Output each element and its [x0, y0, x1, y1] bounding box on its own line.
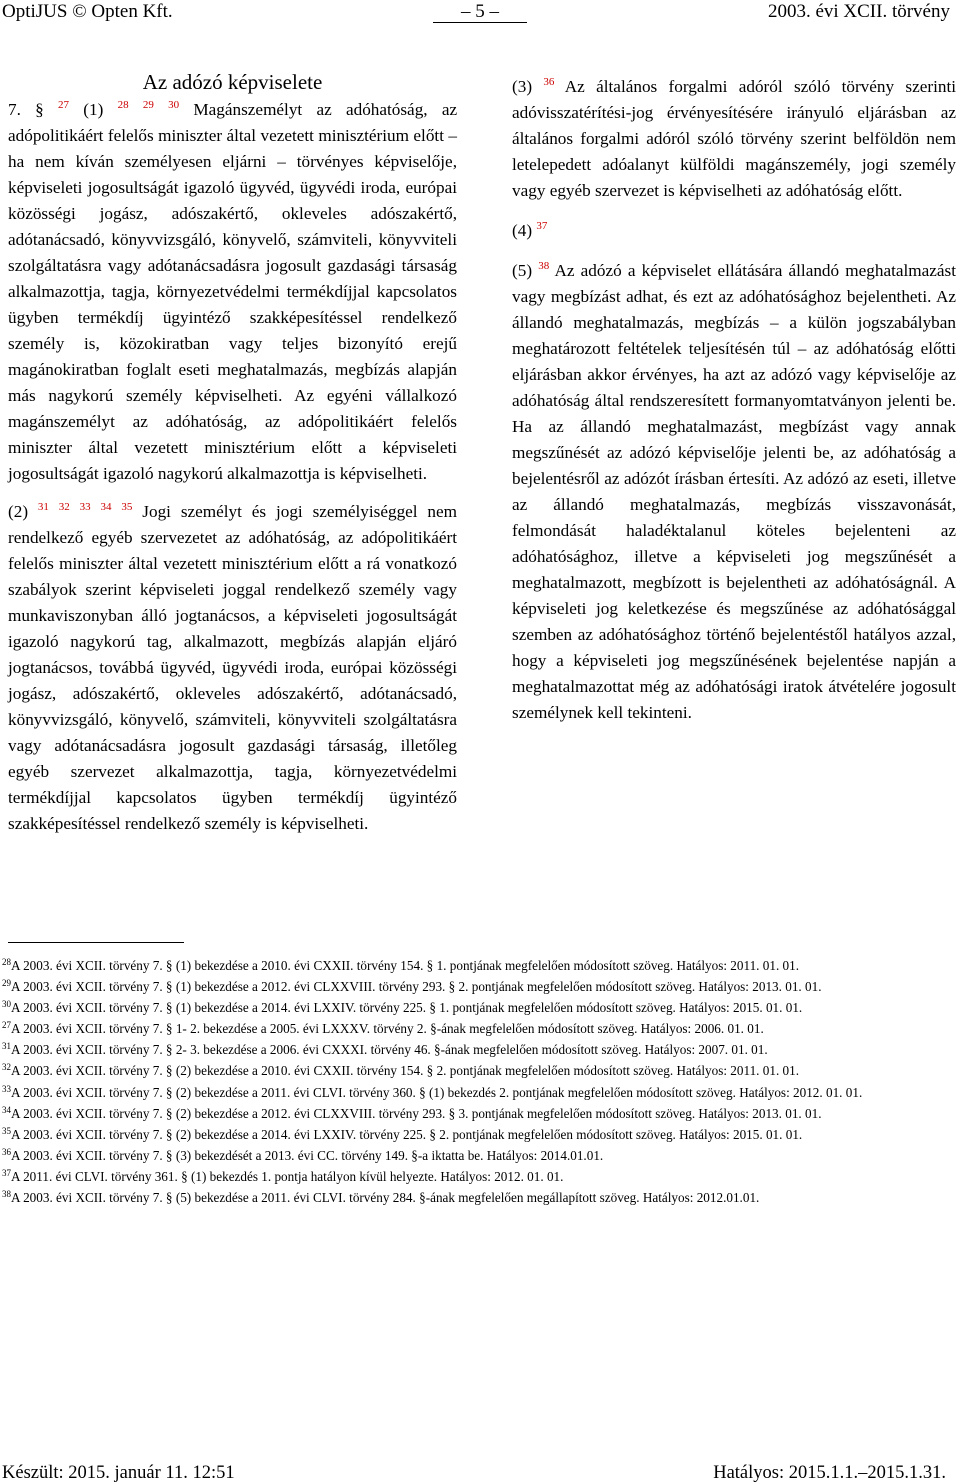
footnote: $^{28}$A 2003. évi XCII. törvény 7. § (1) bekezdése a 2010. évi CXXII. törvény 154. § 1. pontjának megfelelően módosított szöveg. Hatályos: 2011. 01. 01.: [2, 957, 800, 973]
footnotes: [2, 955, 956, 1208]
section-title: Az adózó képviselete: [142, 70, 323, 94]
footnote: $^{29}$A 2003. évi XCII. törvény 7. § (1) bekezdése a 2012. évi CLXXVIII. törvény 293. § 2. pontjának megfelelően módosított szöveg. Hatályos: 2013. 01. 01.: [2, 978, 822, 995]
header-page-number: – 5 –: [433, 1, 527, 23]
footnote-ref-30[interactable]: 30: [168, 99, 180, 111]
header-source: OptiJUS © Opten Kft.: [2, 1, 173, 22]
footnote-ref-35[interactable]: 35: [121, 501, 133, 513]
paragraph-3-text: Az általános forgalmi adóról szóló törvény szerinti adóvisszatérítési-jog érvényesítésére irányuló eljárásban az általános forgalmi adóról szóló törvény szerint belföldön nem letelepedett adóalanyt külföldi magánszemély, jogi személy vagy egyéb szervezet is képviselheti az adóhatóság előtt.: [512, 77, 957, 200]
footnote: $^{32}$A 2003. évi XCII. törvény 7. § (2) bekezdése a 2010. évi CXXII. törvény 154. § 2. pontjának megfelelően módosított szöveg. Hatályos: 2011. 01. 01.: [2, 1062, 800, 1079]
footnote: $^{27}$A 2003. évi XCII. törvény 7. § 1- 2. bekezdése a 2005. évi LXXXV. törvény 2. §-ának megfelelően módosított szöveg. Hatályos: 2006. 01. 01.: [2, 1020, 764, 1037]
paragraph-1-label: (1): [83, 100, 104, 119]
footnote: $^{31}$A 2003. évi XCII. törvény 7. § 2- 3. bekezdése a 2006. évi CXXXI. törvény 46. §-ának megfelelően módosított szöveg. Hatályos: 2007. 01. 01.: [2, 1041, 768, 1058]
footnote-ref-28[interactable]: 28: [117, 99, 129, 111]
footnote-ref-34[interactable]: 34: [100, 501, 112, 513]
footnote: $^{33}$A 2003. évi XCII. törvény 7. § (2) bekezdése a 2011. évi CLVI. törvény 360. § (1) bekezdés 2. pontjának megfelelően módosított szöveg. Hatályos: 2012. 01. 01.: [2, 1083, 863, 1100]
footnote-ref-32[interactable]: 32: [58, 501, 70, 513]
paragraph-5: [512, 258, 956, 726]
paragraph-2: [8, 499, 457, 837]
paragraph-5-text: Az adózó a képviselet ellátására állandó meghatalmazást vagy megbízást adhat, és ezt az adóhatósághoz bejelentheti. Az állandó meghatalmazás, megbízás – a külön jogszabályban meghatározott feltételek teljesítésén túl – az adóhatóság előtti eljárásban akkor érvényes, ha azt az adózó vagy képviselője az adóhatóság által rendszeresített formanyomtatványon jelenti be. Ha az állandó meghatalmazást, megbízást vagy annak megszűnését az adózó képviselője jelenti be, az adóhatóság a bejelentésről az adózót írásban értesíti. Az adózó az eseti, illetve az állandó meghatalmazás, megbízás visszavonását, felmondását haladéktalanul köteles bejelenteni az adóhatósághoz, illetve a képviseleti jog megszűnését a meghatalmazott, megbízott is bejelentheti az adóhatóságnál. A képviseleti jog keletkezése és megszűnése az adóhatósággal szemben az adóhatósághoz történő bejelentéstől hatályos azzal, hogy a képviseleti jog megszűnésének bejelentése napján a meghatalmazottat még az adóhatósági iratok átvételére jogosult személynek kell tekinteni.: [512, 261, 956, 722]
section-label: 7. §: [8, 100, 44, 119]
footnote: $^{36}$A 2003. évi XCII. törvény 7. § (3) bekezdését a 2013. évi CC. törvény 149. §-a iktatta be. Hatályos: 2014.01.01.: [2, 1146, 604, 1163]
right-column: [512, 74, 956, 726]
paragraph-1-text: Magánszemélyt az adóhatóság, az adópolitikáért felelős miniszter által vezetett minisztérium előtt – ha nem kíván személyesen eljárni – törvényes képviselője, képviseleti jogosultságát igazoló ügyvéd, ügyvédi iroda, európai közösségi jogász, adószakértő, okleveles adószakértő, adótanácsadó, könyvvizsgáló, könyvelő, számviteli, könyvviteli szolgáltatásra vagy adótanácsadásra jogosult gazdasági társaság alkalmazottja, tagja, környezetvédelmi termékdíjjal kapcsolatos ügyben termékdíj ügyintéző szakképesítéssel rendelkező személy is, közokiratban vagy teljes bizonyító erejű magánokiratban foglalt eseti meghatalmazás, megbízás alapján más nagykorú személy képviselheti. Az egyéni vállalkozó magánszemélyt az adóhatóság, az adópolitikáért felelős miniszter által vezetett minisztérium előtt a képviseleti jogosultságát igazoló nagykorú alkalmazottja is képviselheti.: [8, 100, 458, 483]
footnote: $^{30}$A 2003. évi XCII. törvény 7. § (1) bekezdése a 2014. évi LXXIV. törvény 225. § 1. pontjának megfelelően módosított szöveg. Hatályos: 2015. 01. 01.: [2, 999, 803, 1016]
footnote-ref-29[interactable]: 29: [142, 99, 154, 111]
footnote-ref-38[interactable]: 38: [538, 260, 550, 272]
paragraph-3-label: (3): [512, 77, 533, 96]
paragraph-1: [8, 97, 457, 487]
footnote: $^{38}$A 2003. évi XCII. törvény 7. § (5) bekezdése a 2011. évi CLVI. törvény 284. §-ának megfelelően megállapított szöveg. Hatályos: 2012.01.01.: [2, 1189, 760, 1206]
paragraph-2-text: Jogi személyt és jogi személyiséggel nem rendelkező egyéb szervezetet az adóhatóság, az adópolitikáért felelős miniszter által vezetett minisztérium előtt a rá vonatkozó szabályok szerint képviseleti joggal rendelkező személy vagy munkaviszonyban álló jogtanácsos, a képviseleti jogosultságát igazoló nagykorú tag, alkalmazott, megbízás alapján eljáró jogtanácsos, továbbá ügyvéd, ügyvédi iroda, európai közösségi jogász, adószakértő, okleveles adószakértő, adótanácsadó, könyvvizsgáló, könyvelő, számviteli, könyvviteli szolgáltatásra vagy adótanácsadásra jogosult gazdasági társaság, illetőleg egyéb szervezet alkalmazottja, tagja, környezetvédelmi termékdíjjal kapcsolatos ügyben termékdíj ügyintéző szakképesítéssel rendelkező személy is képviselheti.: [8, 502, 458, 833]
footnote-ref-27[interactable]: 27: [58, 99, 70, 111]
footer-effective: Hatályos: 2015.1.1.–2015.1.31.: [713, 1463, 946, 1483]
paragraph-5-label: (5): [512, 261, 533, 280]
footnote-divider: [8, 942, 184, 943]
paragraph-4-label: (4): [512, 221, 533, 240]
paragraph-3: [512, 74, 956, 204]
footer-created: Készült: 2015. január 11. 12:51: [2, 1463, 235, 1483]
footnote: $^{37}$A 2011. évi CLVI. törvény 361. § (1) bekezdés 1. pontja hatályon kívül helyezte. Hatályos: 2012. 01. 01.: [2, 1167, 564, 1184]
footnote-ref-33[interactable]: 33: [79, 501, 91, 513]
footnote: $^{34}$A 2003. évi XCII. törvény 7. § (2) bekezdése a 2012. évi CLXXVIII. törvény 293. § 3. pontjának megfelelően módosított szöveg. Hatályos: 2013. 01. 01.: [2, 1104, 822, 1121]
footnote-ref-36[interactable]: 36: [543, 76, 555, 88]
header-law-title: 2003. évi XCII. törvény: [767, 1, 950, 22]
footnote-ref-37[interactable]: 37: [536, 220, 548, 232]
paragraph-2-label: (2): [8, 502, 29, 521]
paragraph-4: [512, 218, 956, 244]
footnote: $^{35}$A 2003. évi XCII. törvény 7. § (2) bekezdése a 2014. évi LXXIV. törvény 225. § 2. pontjának megfelelően módosított szöveg. Hatályos: 2015. 01. 01.: [2, 1125, 803, 1142]
footnote-ref-31[interactable]: 31: [37, 501, 49, 513]
left-column: [8, 68, 457, 837]
